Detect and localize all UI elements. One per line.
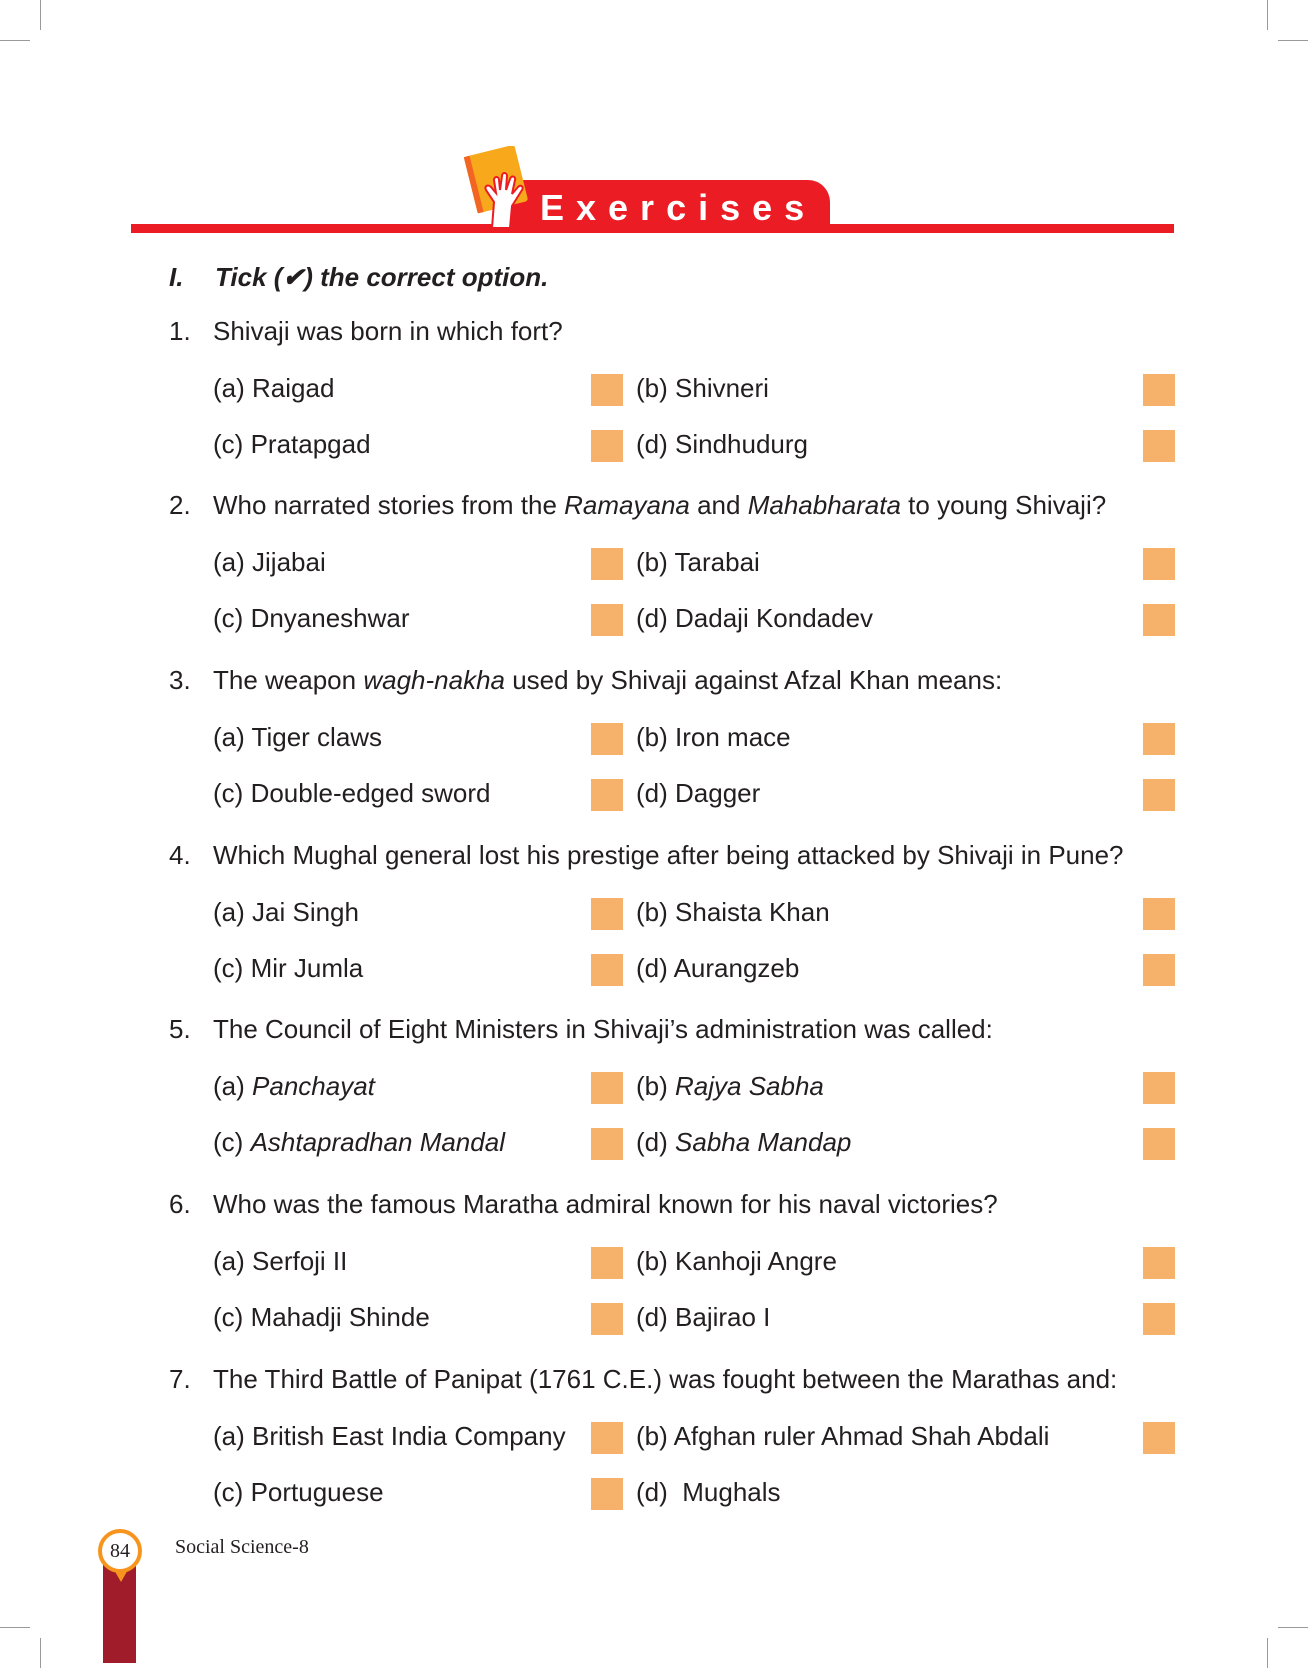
option-b-checkbox[interactable] [1143,1422,1175,1454]
option-a-checkbox[interactable] [591,1422,623,1454]
option-a-checkbox[interactable] [591,374,623,406]
option-b-checkbox[interactable] [1143,898,1175,930]
option-text: Ashtapradhan Mandal [250,1127,505,1157]
question-stem: The Council of Eight Ministers in Shivaji’s administration was called: [213,1014,993,1044]
question-number: 5. [169,1014,191,1044]
option-text: Afghan ruler Ahmad Shah Abdali [673,1421,1050,1451]
option-a-checkbox[interactable] [591,1072,623,1104]
section-instruction: Tick (✔) the correct option. [215,262,549,292]
question-stem: Who narrated stories from the [213,490,565,520]
question-stem: Shivaji was born in which fort? [213,316,563,346]
option-text: British East India Company [252,1421,566,1451]
option-text: Shaista Khan [675,897,830,927]
option-text: Shivneri [675,373,769,403]
option-label: (c) [213,778,244,808]
crop-mark [1278,1627,1308,1628]
option-c-checkbox[interactable] [591,430,623,462]
option-label: (a) [213,547,245,577]
option-text: Raigad [252,373,335,403]
option-b [636,373,769,404]
option-c-checkbox[interactable] [591,604,623,636]
option-c [213,1477,384,1508]
option-text: Double-edged sword [250,778,491,808]
option-c-checkbox[interactable] [591,954,623,986]
question-emphasis: wagh-nakha [363,665,505,695]
book-hand-icon [464,146,534,230]
option-label: (d) [636,953,668,983]
option-c [213,1302,430,1333]
option-d-checkbox[interactable] [1143,1128,1175,1160]
option-c [213,953,363,984]
option-b-checkbox[interactable] [1143,548,1175,580]
option-b [636,1071,824,1102]
option-label: (d) [636,603,668,633]
option-text: Portuguese [250,1477,384,1507]
option-label: (d) [636,1477,668,1507]
option-d [636,1127,851,1158]
option-label: (b) [636,373,668,403]
question-number: 6. [169,1189,191,1219]
option-c-checkbox[interactable] [591,779,623,811]
question-emphasis: Ramayana [564,490,690,520]
crop-mark [1267,1638,1268,1668]
option-label: (b) [636,1421,668,1451]
option-text: Serfoji II [252,1246,348,1276]
option-c [213,778,491,809]
option-c [213,429,371,460]
option-text: Sabha Mandap [675,1127,852,1157]
option-b-checkbox[interactable] [1143,1247,1175,1279]
option-b-checkbox[interactable] [1143,723,1175,755]
option-b [636,1421,1049,1452]
option-a [213,722,382,753]
crop-mark [0,1627,30,1628]
option-b [636,722,791,753]
question-text [169,1189,998,1220]
option-text: Dagger [675,778,761,808]
question-number: 4. [169,840,191,870]
option-a [213,897,359,928]
option-text: Mir Jumla [250,953,364,983]
option-label: (d) [636,778,668,808]
option-label: (c) [213,603,244,633]
option-label: (c) [213,953,244,983]
section-heading [169,262,548,293]
question-number: 3. [169,665,191,695]
question-number: 2. [169,490,191,520]
option-label: (a) [213,1421,245,1451]
option-b [636,1246,837,1277]
option-a [213,1246,347,1277]
question-emphasis: Mahabharata [747,490,901,520]
option-text: Jijabai [252,547,326,577]
question-stem: Which Mughal general lost his prestige after being attacked by Shivaji in Pune? [213,840,1124,870]
page-number-badge: 84 [98,1529,142,1573]
question-number: 1. [169,316,191,346]
option-label: (b) [636,1246,668,1276]
option-d [636,1477,781,1508]
crop-mark [40,1638,41,1668]
option-c-checkbox[interactable] [591,1303,623,1335]
option-label: (c) [213,1302,244,1332]
option-label: (a) [213,1246,245,1276]
option-c [213,1127,505,1158]
option-a-checkbox[interactable] [591,548,623,580]
option-text: Mahadji Shinde [250,1302,430,1332]
question-number: 7. [169,1364,191,1394]
option-a [213,547,326,578]
crop-mark [40,0,41,30]
option-text: Jai Singh [252,897,359,927]
option-label: (c) [213,1477,244,1507]
option-c-checkbox[interactable] [591,1478,623,1510]
option-text: Sindhudurg [675,429,809,459]
option-text: Pratapgad [250,429,371,459]
option-label: (d) [636,429,668,459]
option-label: (a) [213,722,245,752]
option-b [636,897,830,928]
question-stem: used by Shivaji against Afzal Khan means: [504,665,1003,695]
option-label: (b) [636,722,668,752]
crop-mark [1267,0,1268,30]
option-a [213,1421,566,1452]
option-d [636,429,808,460]
section-number: I. [169,262,184,292]
option-label: (d) [636,1127,668,1157]
option-label: (d) [636,1302,668,1332]
option-d-checkbox[interactable] [1143,954,1175,986]
question-text [169,840,1124,871]
question-text [169,316,563,347]
option-label: (a) [213,897,245,927]
option-label: (b) [636,1071,668,1101]
option-text: Kanhoji Angre [675,1246,837,1276]
option-text: Rajya Sabha [675,1071,824,1101]
question-stem: to young Shivaji? [900,490,1107,520]
option-a-checkbox[interactable] [591,1247,623,1279]
option-text: Iron mace [675,722,791,752]
option-a-checkbox[interactable] [591,898,623,930]
option-d-checkbox[interactable] [1143,604,1175,636]
option-d-checkbox[interactable] [1143,430,1175,462]
option-b-checkbox[interactable] [1143,1072,1175,1104]
option-a-checkbox[interactable] [591,723,623,755]
question-stem: and [689,490,748,520]
question-text [169,665,1002,696]
option-label: (b) [636,547,668,577]
option-c-checkbox[interactable] [591,1128,623,1160]
exercises-title: Exercises [540,187,817,228]
option-text: Tiger claws [251,722,383,752]
option-text: Dnyaneshwar [250,603,410,633]
option-label: (a) [213,373,245,403]
option-b [636,547,760,578]
question-stem: The weapon [213,665,364,695]
option-a [213,1071,375,1102]
option-text: Aurangzeb [673,953,800,983]
option-text: Mughals [675,1477,781,1507]
question-stem: Who was the famous Maratha admiral known for his naval victories? [213,1189,998,1219]
option-text: Panchayat [252,1071,375,1101]
crop-mark [1278,40,1308,41]
option-a [213,373,334,404]
question-text [169,490,1106,521]
option-text: Bajirao I [675,1302,771,1332]
option-c [213,603,410,634]
option-label: (c) [213,429,244,459]
option-d [636,603,873,634]
book-name: Social Science-8 [175,1536,309,1558]
option-d [636,953,799,984]
crop-mark [0,40,30,41]
option-d-checkbox[interactable] [1143,779,1175,811]
question-text [169,1014,993,1045]
option-label: (a) [213,1071,245,1101]
question-text [169,1364,1117,1395]
option-label: (c) [213,1127,244,1157]
question-stem: The Third Battle of Panipat (1761 C.E.) was fought between the Marathas and: [213,1364,1118,1394]
option-text: Tarabai [674,547,760,577]
option-d [636,1302,770,1333]
option-b-checkbox[interactable] [1143,374,1175,406]
option-label: (b) [636,897,668,927]
option-d-checkbox[interactable] [1143,1303,1175,1335]
option-d [636,778,760,809]
option-text: Dadaji Kondadev [675,603,874,633]
